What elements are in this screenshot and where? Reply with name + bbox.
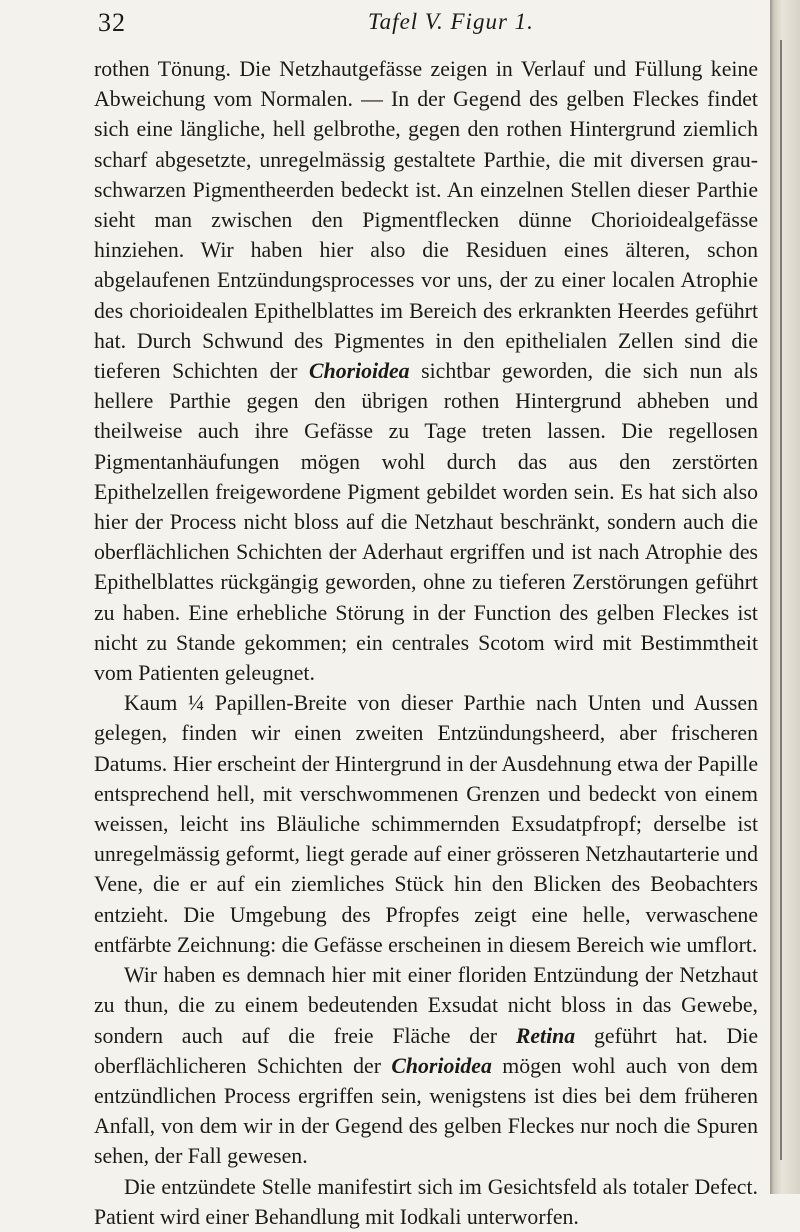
term-chorioidea-2: Chorioidea	[391, 1053, 492, 1078]
body-text	[94, 54, 758, 1232]
page-header	[98, 6, 658, 40]
paragraph-2	[94, 688, 758, 960]
gutter-shadow-line	[780, 40, 782, 1160]
paragraph-3	[94, 960, 758, 1171]
paragraph-3-text-b: geführt hat. Die oberflächlicheren Schichten der	[94, 1023, 758, 1078]
page-number: 32	[98, 8, 126, 37]
term-retina: Retina	[515, 1023, 576, 1048]
paragraph-2-text: Kaum ¼ Papillen-Breite von dieser Parthie nach Unten und Aussen gelegen, finden wir einen zweiten Entzündungsheerd, aber frischeren Datums. Hier erscheint der Hintergrund in der Ausdehnung etwa der Papille entsprechend hell, mit verschwommenen Grenzen und bedeckt von einem weissen, leicht ins Bläuliche schimmernden Exsudatpfropf; derselbe ist unregelmässig geformt, liegt gerade auf einer grösseren Netzhautarterie und Vene, die er auf ein ziemliches Stück hin den Blicken des Beobachters entzieht. Die Umgebung des Pfropfes zeigt eine helle, verwaschene entfärbte Zeichnung: die Gefässe erscheinen in diesem Bereich wie umflort.	[94, 691, 758, 957]
paragraph-3-text-c: mögen wohl auch von dem entzündlichen Process ergriffen sein, wenigstens ist dies bei dem früheren Anfall, von dem wir in der Gegend des gelben Fleckes nur noch die Spuren sehen, der Fall gewesen.	[94, 1053, 758, 1169]
paragraph-1-text-a: rothen Tönung. Die Netzhautgefässe zeigen in Verlauf und Füllung keine Abweichung vom Normalen. — In der Gegend des gelben Fleckes findet sich eine längliche, hell gelbrothe, gegen den rothen Hintergrund ziemlich scharf abgesetzte, unregelmässig gestaltete Parthie, die mit diversen grau-schwarzen Pigmentheerden bedeckt ist. An einzelnen Stellen dieser Parthie sieht man zwischen den Pigmentflecken dünne Chorioidealgefässe hinziehen. Wir haben hier also die Residuen eines älteren, schon abgelaufenen Entzündungsprocesses vor uns, der zu einer localen Atrophie des chorioidealen Epithelblattes im Bereich des erkrankten Heerdes geführt hat. Durch Schwund des Pigmentes in den epithelialen Zellen sind die tieferen Schichten der	[94, 57, 758, 384]
page-gutter	[770, 0, 800, 1194]
term-chorioidea: Chorioidea	[309, 359, 410, 384]
paragraph-4	[94, 1172, 758, 1232]
running-head: Tafel V. Figur 1.	[368, 9, 534, 34]
paragraph-3-text-a: Wir haben es demnach hier mit einer floriden Entzündung der Netzhaut zu thun, die zu einem bedeutenden Exsudat nicht bloss in das Gewebe, sondern auch auf die freie Fläche der	[94, 963, 758, 1048]
paragraph-4-text: Die entzündete Stelle manifestirt sich im Gesichtsfeld als totaler Defect. Patient wird einer Behandlung mit Iodkali unterworfen.	[94, 1174, 758, 1229]
paragraph-1-text-b: sichtbar geworden, die sich nun als hellere Parthie gegen den übrigen rothen Hintergrund abheben und theilweise auch ihre Gefässe zu Tage treten lassen. Die regellosen Pigmentanhäufungen mögen wohl durch das aus den zerstörten Epithelzellen freigewordene Pigment gebildet worden sein. Es hat sich also hier der Process nicht bloss auf die Netzhaut beschränkt, sondern auch die oberflächlichen Schichten der Aderhaut ergriffen und ist nach Atrophie des Epithelblattes rückgängig geworden, ohne zu tieferen Zerstörungen geführt zu haben. Eine erhebliche Störung in der Function des gelben Fleckes ist nicht zu Stande gekommen; ein centrales Scotom wird mit Bestimmtheit vom Patienten geleugnet.	[94, 359, 759, 686]
paragraph-1	[94, 54, 758, 688]
